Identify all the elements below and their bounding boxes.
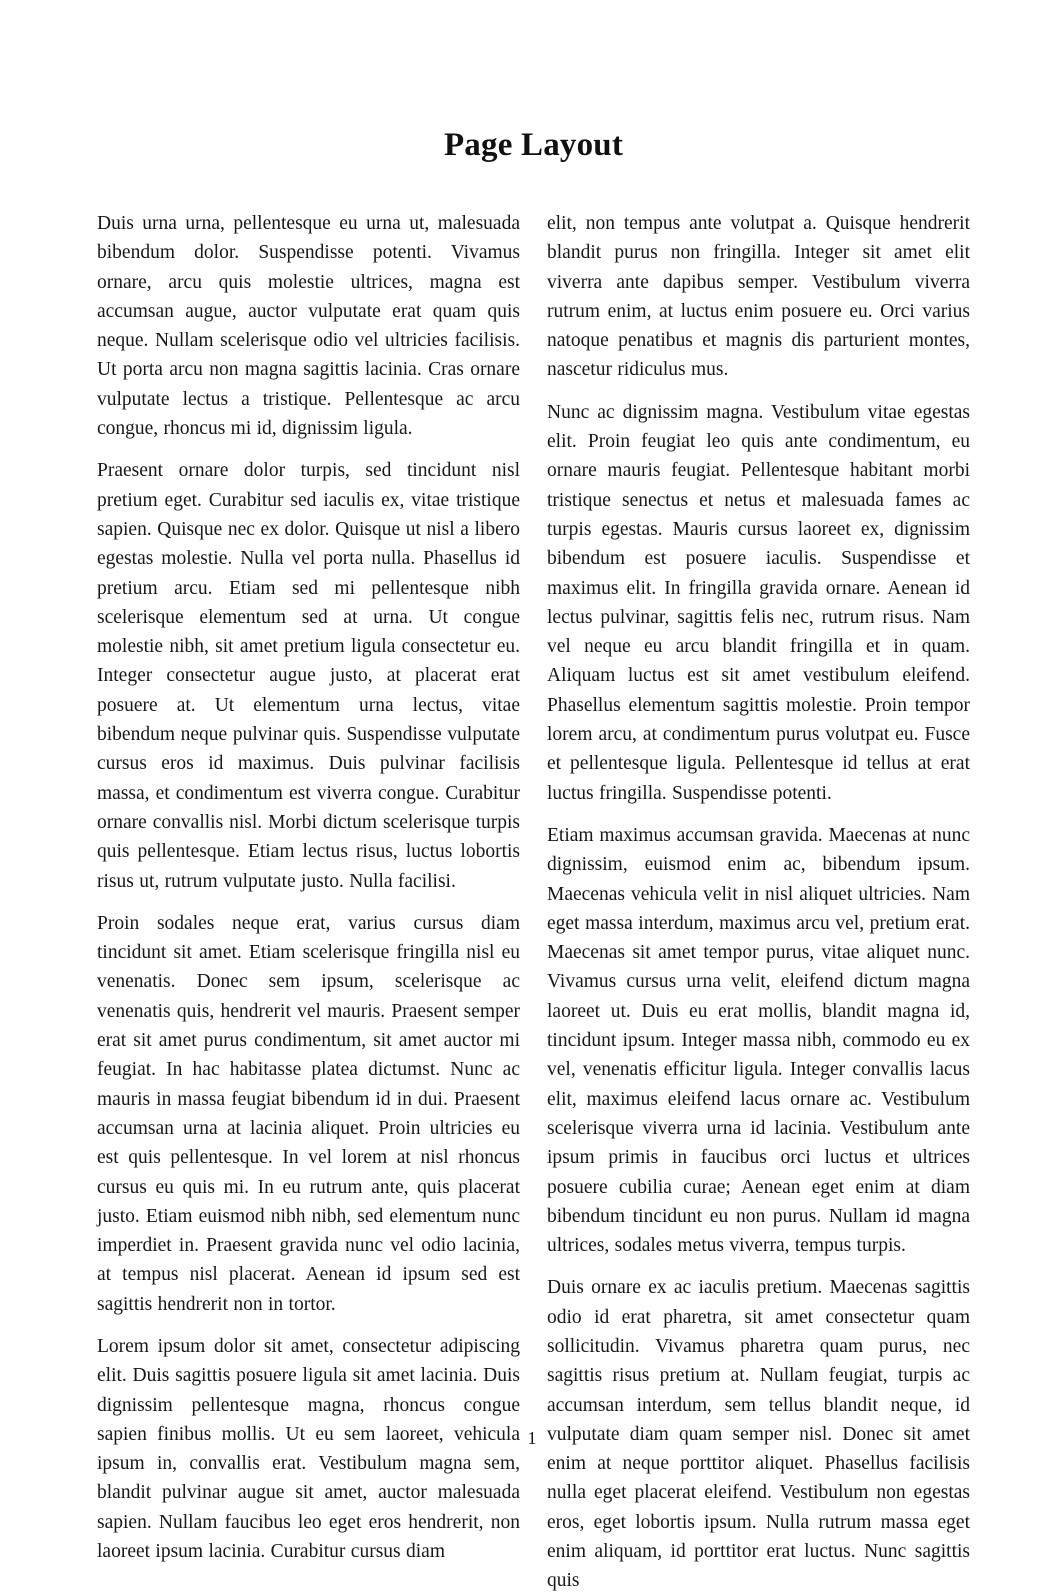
two-column-layout (97, 209, 970, 1596)
paragraph: Nunc ac dignissim magna. Vestibulum vitae egestas elit. Proin feugiat leo quis ante condimentum, eu ornare mauris feugiat. Pellentesque habitant morbi tristique senectus et netus et malesuada fames ac turpis egestas. Mauris cursus laoreet ex, dignissim bibendum est posuere iaculis. Suspendisse et maximus elit. In fringilla gravida ornare. Aenean id lectus pulvinar, sagittis felis nec, rutrum risus. Nam vel neque eu arcu blandit fringilla et in quam. Aliquam luctus est sit amet vestibulum eleifend. Phasellus elementum sagittis molestie. Proin tempor lorem arcu, at condimentum purus volutpat eu. Fusce et pellentesque ligula. Pellentesque id tellus at erat luctus fringilla. Suspendisse potenti. (547, 401, 970, 804)
paragraph: Duis urna urna, pellentesque eu urna ut, malesuada bibendum dolor. Suspendisse potenti. Vivamus ornare, arcu quis molestie ultrices, magna est accumsan augue, auctor vulputate erat quam quis neque. Nullam scelerisque odio vel ultricies facilisis. Ut porta arcu non magna sagittis lacinia. Cras ornare vulputate lectus a tristique. Pellentesque ac arcu congue, rhoncus mi id, dignissim ligula. (97, 213, 520, 440)
paragraph: elit, non tempus ante volutpat a. Quisque hendrerit blandit purus non fringilla. Integer sit amet elit viverra ante dapibus semper. Vestibulum viverra rutrum enim, at luctus enim posuere eu. Orci varius natoque penatibus et magnis dis parturient montes, nascetur ridiculus mus. (547, 213, 970, 381)
paragraph: Lorem ipsum dolor sit amet, consectetur adipiscing elit. Duis sagittis posuere ligula sit amet lacinia. Duis dignissim pellentesque magna, rhoncus congue sapien finibus mollis. Ut eu sem laoreet, vehicula ipsum in, convallis erat. Vestibulum magna sem, blandit pulvinar augue sit amet, auctor malesuada sapien. Nullam faucibus leo eget eros hendrerit, non laoreet ipsum lacinia. Curabitur cursus diam (97, 1335, 520, 1563)
paragraph: Proin sodales neque erat, varius cursus diam tincidunt sit amet. Etiam scelerisque fringilla nisl eu venenatis. Donec sem ipsum, scelerisque ac venenatis quis, hendrerit vel mauris. Praesent semper erat sit amet purus condimentum, sit amet auctor mi feugiat. In hac habitasse platea dictumst. Nunc ac mauris in massa feugiat bibendum id in dui. Praesent accumsan urna at lacinia aliquet. Proin ultricies eu est quis pellentesque. In vel lorem at nisl rhoncus cursus eu quis mi. In eu rutrum ante, quis placerat justo. Etiam euismod nibh nibh, sed elementum nunc imperdiet in. Praesent gravida nunc vel odio lacinia, at tempus nisl placerat. Aenean id ipsum sed est sagittis hendrerit non in tortor. (97, 912, 520, 1315)
page-content (97, 0, 970, 1596)
page-title: Page Layout (443, 127, 624, 163)
text-column-right (547, 209, 970, 1596)
paragraph: Etiam maximus accumsan gravida. Maecenas at nunc dignissim, euismod enim ac, bibendum ipsum. Maecenas vehicula velit in nisl aliquet ultricies. Nam eget massa interdum, maximus arcu vel, pretium erat. Maecenas sit amet tempor purus, vitae aliquet nunc. Vivamus cursus urna velit, eleifend dictum magna laoreet ut. Duis eu erat mollis, blandit magna id, tincidunt ipsum. Integer massa nibh, commodo eu ex vel, venenatis efficitur ligula. Integer convallis lacus elit, maximus eleifend lacus ornare ac. Vestibulum scelerisque viverra urna id lacinia. Vestibulum ante ipsum primis in faucibus orci luctus et ultrices posuere cubilia curae; Aenean eget enim at diam bibendum tincidunt eu non purus. Nullam id magna ultrices, sodales metus viverra, tempus turpis. (547, 824, 970, 1257)
paragraph: Praesent ornare dolor turpis, sed tincidunt nisl pretium eget. Curabitur sed iaculis ex, vitae tristique sapien. Quisque nec ex dolor. Quisque ut nisl a libero egestas molestie. Nulla vel porta nulla. Phasellus id pretium arcu. Etiam sed mi pellentesque nibh scelerisque elementum sed at urna. Ut congue molestie nibh, sit amet pretium ligula consectetur eu. Integer consectetur augue justo, at placerat erat posuere at. Ut elementum urna lectus, vitae bibendum neque pulvinar quis. Suspendisse vulputate cursus eros id maximus. Duis pulvinar facilisis massa, et condimentum est viverra congue. Curabitur ornare convallis nisl. Morbi dictum scelerisque turpis quis pellentesque. Etiam lectus risus, luctus lobortis risus ut, rutrum vulputate justo. Nulla facilisi. (97, 460, 520, 892)
text-column-left (97, 209, 520, 1596)
paragraph: Duis ornare ex ac iaculis pretium. Maecenas sagittis odio id erat pharetra, sit amet consectetur quam sollicitudin. Vivamus pharetra quam purus, nec sagittis risus pretium at. Nullam feugiat, turpis ac accumsan interdum, sem tellus blandit neque, id vulputate diam quam semper nisl. Donec sit amet enim at neque porttitor aliquet. Phasellus facilisis nulla eget placerat eleifend. Vestibulum non egestas eros, eget lobortis ipsum. Nulla rutrum massa eget enim aliquam, id porttitor erat luctus. Nunc sagittis quis (547, 1277, 970, 1592)
page-number: 1 (527, 1428, 537, 1448)
